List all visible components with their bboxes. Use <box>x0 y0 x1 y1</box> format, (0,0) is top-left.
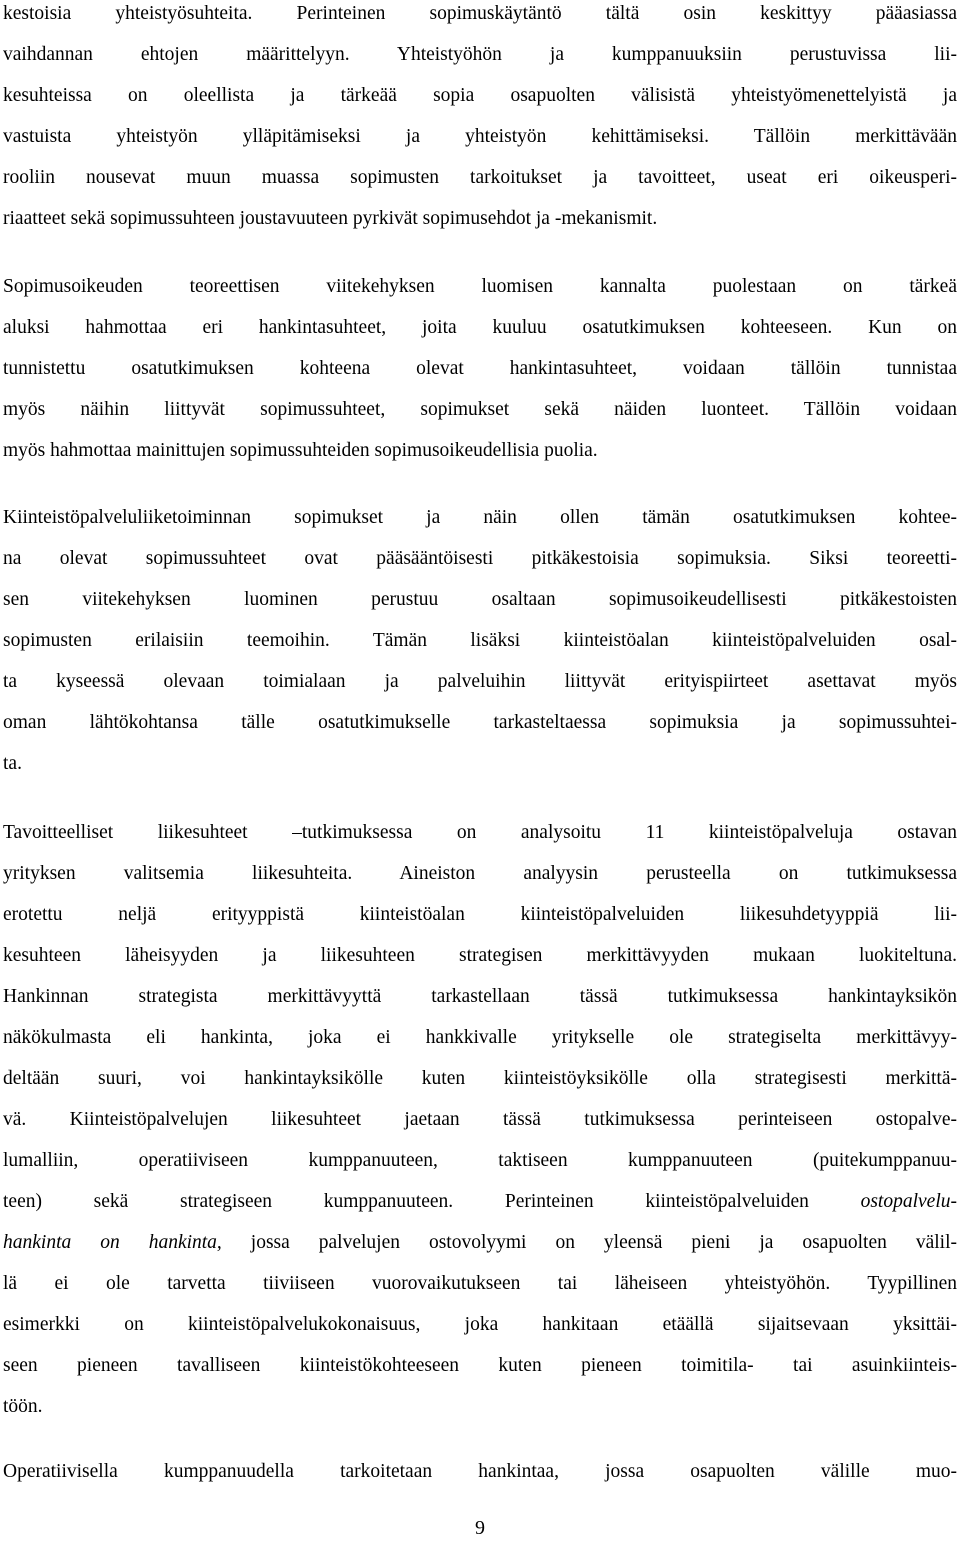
paragraph-4 <box>3 812 957 1427</box>
text-line: lumalliin, operatiiviseen kumppanuuteen, taktiseen kumppanuuteen (puitekumppanuu- <box>3 1150 957 1171</box>
text-line: kestoisia yhteistyösuhteita. Perinteinen sopimuskäytäntö tältä osin keskittyy pääasiassa <box>3 3 957 24</box>
text-line: oman lähtökohtansa tälle osatutkimukselle tarkasteltaessa sopimuksia ja sopimussuhtei- <box>3 712 957 733</box>
text-line-with-italic <box>3 1181 957 1222</box>
text-line: töön. <box>3 1396 43 1417</box>
text-line: vä. Kiinteistöpalvelujen liikesuhteet jaetaan tässä tutkimuksessa perinteiseen ostopalve- <box>3 1109 957 1130</box>
paragraph-1 <box>3 0 957 239</box>
text-line: na olevat sopimussuhteet ovat pääsääntöisesti pitkäkestoisia sopimuksia. Siksi teoreetti- <box>3 548 957 569</box>
text-line: lä ei ole tarvetta tiiviiseen vuorovaikutukseen tai läheiseen yhteistyöhön. Tyypillinen <box>3 1273 957 1294</box>
text-line: Operatiivisella kumppanuudella tarkoitetaan hankintaa, jossa osapuolten välille muo- <box>3 1461 957 1482</box>
text-line: Tavoitteelliset liikesuhteet –tutkimuksessa on analysoitu 11 kiinteistöpalveluja ostavan <box>3 822 957 843</box>
text-line: sopimusten erilaisiin teemoihin. Tämän lisäksi kiinteistöalan kiinteistöpalveluiden osal- <box>3 630 957 651</box>
paragraph-5 <box>3 1451 957 1492</box>
text-line: sen viitekehyksen luominen perustuu osaltaan sopimusoikeudellisesti pitkäkestoisten <box>3 589 957 610</box>
text-line: esimerkki on kiinteistöpalvelukokonaisuus, joka hankitaan etäällä sijaitsevaan yksittäi- <box>3 1314 957 1335</box>
paragraph-2 <box>3 266 957 471</box>
text-line: Kiinteistöpalveluliiketoiminnan sopimukset ja näin ollen tämän osatutkimuksen kohtee- <box>3 507 957 528</box>
text-segment: teen) sekä strategiseen kumppanuuteen. Perinteinen kiinteistöpalveluiden <box>3 1191 861 1212</box>
text-line: seen pieneen tavalliseen kiinteistökohteeseen kuten pieneen toimitila- tai asuinkiinteis- <box>3 1355 957 1376</box>
text-line: aluksi hahmottaa eri hankintasuhteet, joita kuuluu osatutkimuksen kohteeseen. Kun on <box>3 317 957 338</box>
text-line: rooliin nousevat muun muassa sopimusten tarkoitukset ja tavoitteet, useat eri oikeusperi- <box>3 167 957 188</box>
text-line: myös hahmottaa mainittujen sopimussuhteiden sopimusoikeudellisia puolia. <box>3 440 598 461</box>
italic-term: ostopalvelu- <box>860 1191 957 1212</box>
text-line: deltään suuri, voi hankintayksikölle kuten kiinteistöyksikölle olla strategisesti merkittä- <box>3 1068 957 1089</box>
text-line: vaihdannan ehtojen määrittelyyn. Yhteistyöhön ja kumppanuuksiin perustuvissa lii- <box>3 44 957 65</box>
text-line: riaatteet sekä sopimussuhteen joustavuuteen pyrkivät sopimusehdot ja -mekanismit. <box>3 208 658 229</box>
text-line: erotettu neljä erityyppistä kiinteistöalan kiinteistöpalveluiden liikesuhdetyyppiä lii- <box>3 904 957 925</box>
text-line: myös näihin liittyvät sopimussuhteet, sopimukset sekä näiden luonteet. Tällöin voidaan <box>3 399 957 420</box>
text-line: vastuista yhteistyön ylläpitämiseksi ja yhteistyön kehittämiseksi. Tällöin merkittävään <box>3 126 957 147</box>
page-number: 9 <box>475 1517 485 1539</box>
text-line: kesuhteen läheisyyden ja liikesuhteen strategisen merkittävyyden mukaan luokiteltuna. <box>3 945 957 966</box>
text-line: ta. <box>3 753 22 774</box>
paragraph-3 <box>3 497 957 784</box>
text-line: tunnistettu osatutkimuksen kohteena olevat hankintasuhteet, voidaan tällöin tunnistaa <box>3 358 957 379</box>
text-line-with-italic <box>3 1222 957 1263</box>
text-line: Hankinnan strategista merkittävyyttä tarkastellaan tässä tutkimuksessa hankintayksikön <box>3 986 957 1007</box>
text-line: ta kyseessä olevaan toimialaan ja palveluihin liittyvät erityispiirteet asettavat myös <box>3 671 957 692</box>
text-line: yrityksen valitsemia liikesuhteita. Aineiston analyysin perusteella on tutkimuksessa <box>3 863 957 884</box>
text-line: näkökulmasta eli hankinta, joka ei hankkivalle yritykselle ole strategiselta merkittävyy- <box>3 1027 957 1048</box>
text-segment: jossa palvelujen ostovolyymi on yleensä pieni ja osapuolten välil- <box>250 1232 958 1253</box>
text-line: Sopimusoikeuden teoreettisen viitekehyksen luomisen kannalta puolestaan on tärkeä <box>3 276 957 297</box>
text-line: kesuhteissa on oleellista ja tärkeää sopia osapuolten välisistä yhteistyömenettelyistä ja <box>3 85 957 106</box>
italic-term: hankinta on hankinta, <box>3 1232 222 1253</box>
